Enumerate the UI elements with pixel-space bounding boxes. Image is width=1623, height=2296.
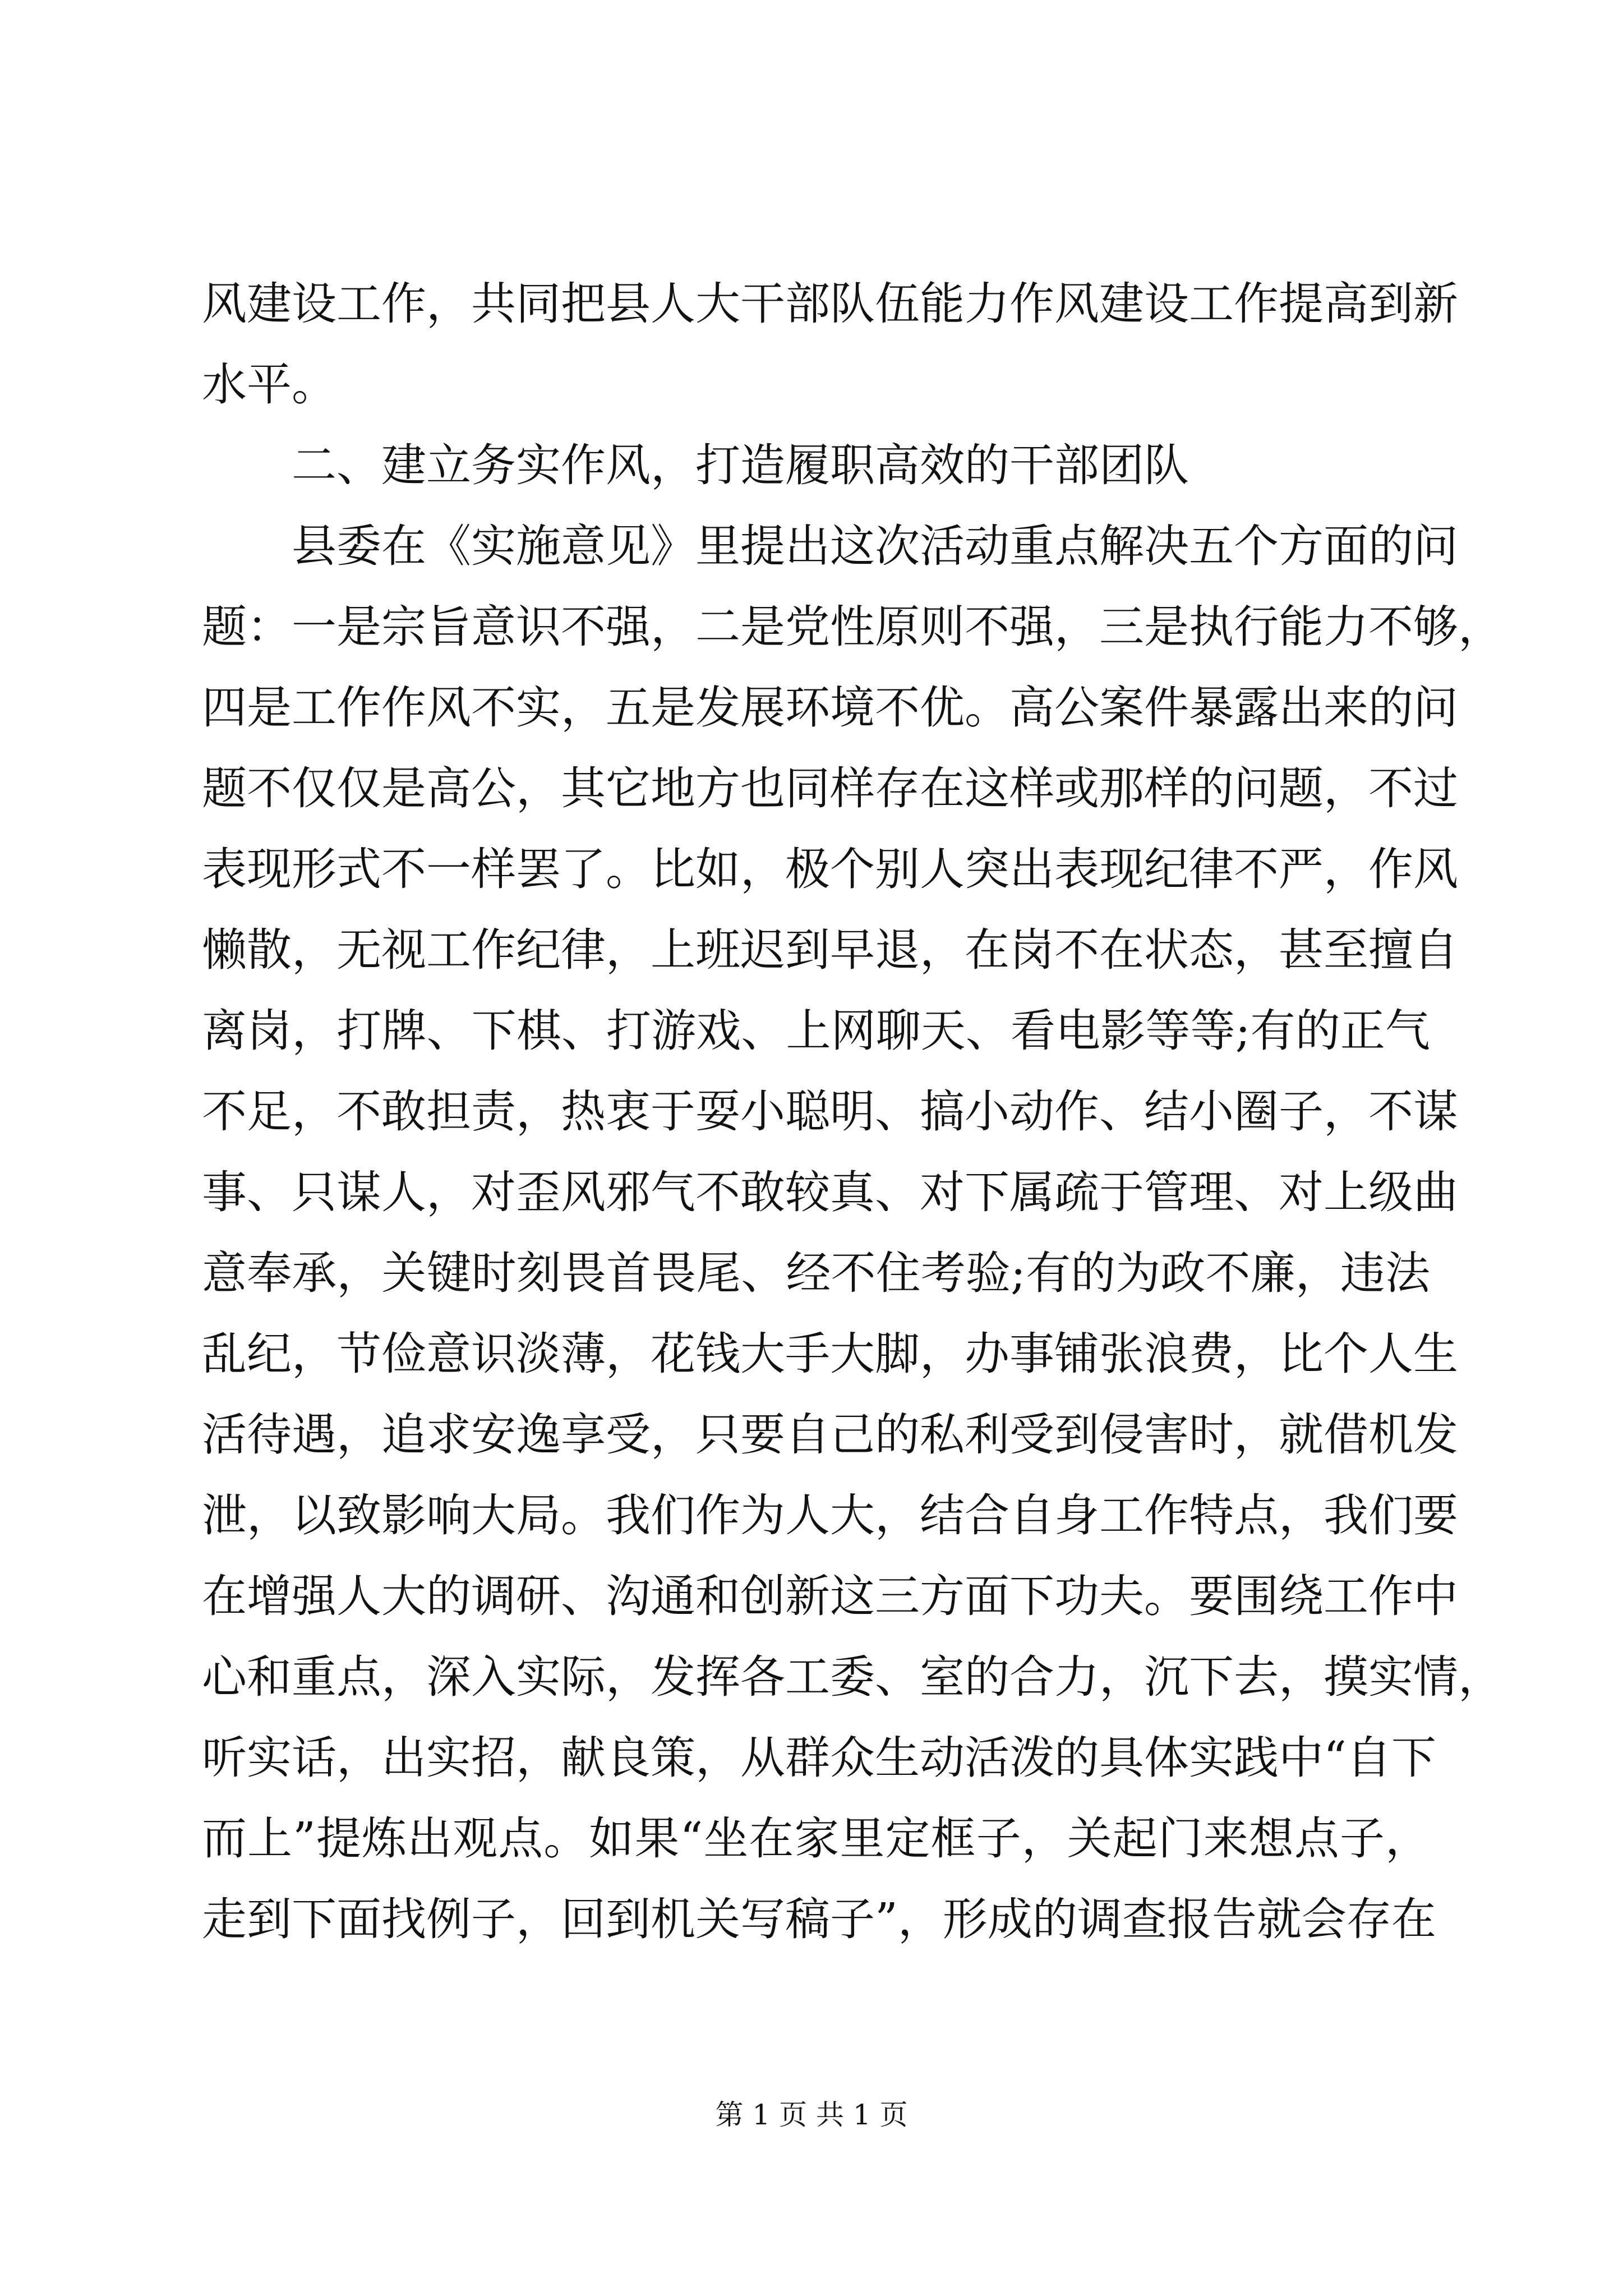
paragraph-line: 听实话，出实招，献良策，从群众生动活泼的具体实践中“自下 [202,1732,1436,1784]
paragraph-line: 离岗，打牌、下棋、打游戏、上网聊天、看电影等等;有的正气 [202,1005,1430,1057]
page-footer [0,2098,1623,2132]
paragraph-line: 表现形式不一样罢了。比如，极个别人突出表现纪律不严，作风 [202,843,1458,895]
paragraph-line: 事、只谋人，对歪风邪气不敢较真、对下属疏于管理、对上级曲 [202,1166,1458,1218]
paragraph-line: 活待遇，追求安逸享受，只要自己的私利受到侵害时，就借机发 [202,1409,1458,1461]
paragraph-line: 题不仅仅是高公，其它地方也同样存在这样或那样的问题，不过 [202,762,1458,815]
paragraph-line: 走到下面找例子，回到机关写稿子”，形成的调查报告就会存在 [202,1893,1436,1945]
paragraph-line: 不足，不敢担责，热衷于耍小聪明、搞小动作、结小圈子，不谋 [202,1085,1458,1138]
section-heading: 二、建立务实作风，打造履职高效的干部团队 [292,439,1189,491]
paragraph-line: 题：一是宗旨意识不强，二是党性原则不强，三是执行能力不够， [202,601,1503,653]
paragraph-line: 而上”提炼出观点。如果“坐在家里定框子，关起门来想点子， [202,1812,1430,1865]
paragraph-line: 在增强人大的调研、沟通和创新这三方面下功夫。要围绕工作中 [202,1570,1458,1622]
paragraph-line: 心和重点，深入实际，发挥各工委、室的合力，沉下去，摸实情， [202,1651,1503,1703]
paragraph-line: 意奉承，关键时刻畏首畏尾、经不住考验;有的为政不廉，违法 [202,1247,1430,1299]
paragraph-line: 风建设工作，共同把县人大干部队伍能力作风建设工作提高到新 [202,278,1458,330]
paragraph-line: 乱纪，节俭意识淡薄，花钱大手大脚，办事铺张浪费，比个人生 [202,1328,1458,1380]
page-number-label: 第 1 页 共 1 页 [715,2099,908,2131]
document-body [202,264,1503,1960]
paragraph-line: 水平。 [202,358,336,411]
paragraph-line: 懒散，无视工作纪律，上班迟到早退，在岗不在状态，甚至擅自 [202,924,1458,976]
paragraph-line: 四是工作作风不实，五是发展环境不优。高公案件暴露出来的问 [202,682,1458,734]
paragraph-line: 泄，以致影响大局。我们作为人大，结合自身工作特点，我们要 [202,1489,1458,1542]
paragraph-line: 县委在《实施意见》里提出这次活动重点解决五个方面的问 [292,520,1458,572]
